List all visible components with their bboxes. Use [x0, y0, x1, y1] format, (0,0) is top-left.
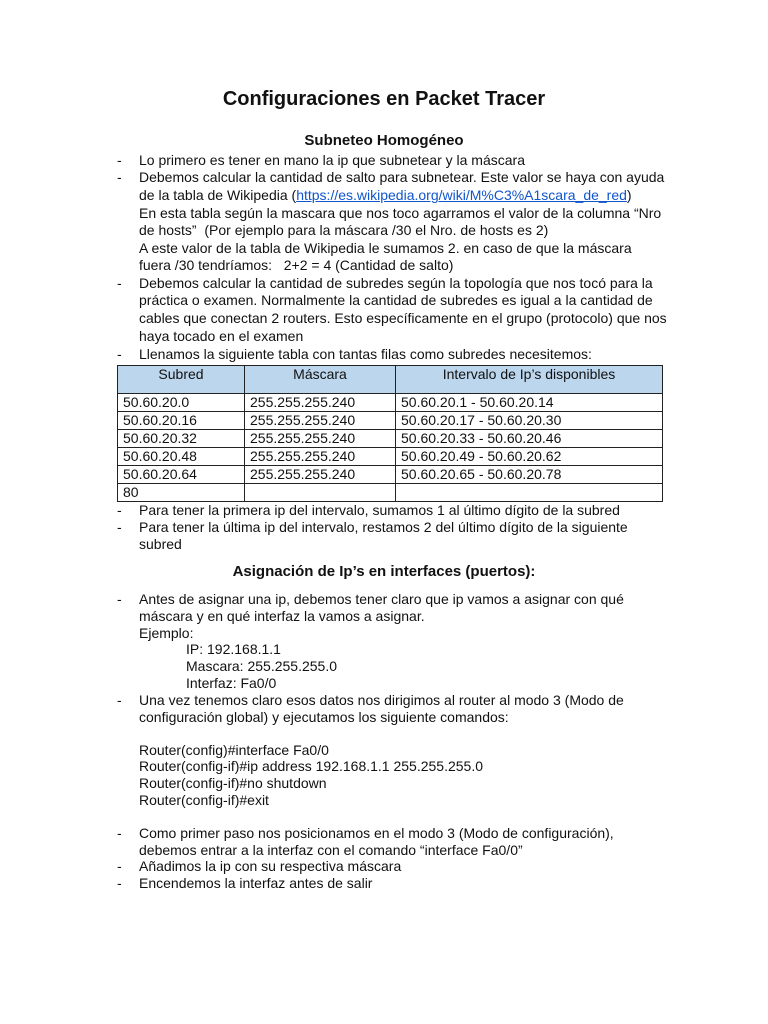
- cell: 255.255.255.240: [245, 412, 396, 430]
- text-line: Una vez tenemos claro esos datos nos dirigimos al router al modo 3 (Modo de: [139, 692, 624, 708]
- cell: 50.60.20.65 - 50.60.20.78: [396, 466, 663, 484]
- bullet-dash: -: [117, 858, 122, 874]
- section-heading-subneteo: Subneteo Homogéneo: [304, 132, 464, 149]
- example-interface: Interfaz: Fa0/0: [186, 675, 277, 691]
- cell: 50.60.20.64: [118, 466, 245, 484]
- text-line: máscara y en qué interfaz la vamos a asignar.: [139, 608, 425, 624]
- text-line: práctica o examen. Normalmente la cantidad de subredes es igual a la cantidad de: [139, 292, 653, 308]
- table-row: [118, 412, 663, 430]
- command-line: Router(config-if)#no shutdown: [139, 775, 327, 791]
- text-line: Para tener la primera ip del intervalo, sumamos 1 al último dígito de la subred: [139, 502, 620, 518]
- cell: 50.60.20.32: [118, 430, 245, 448]
- cell: 50.60.20.0: [118, 394, 245, 412]
- text-line: Ejemplo:: [139, 625, 194, 641]
- bullet-dash: -: [117, 275, 122, 291]
- text-line: Antes de asignar una ip, debemos tener claro que ip vamos a asignar con qué: [139, 591, 624, 607]
- bullet-dash: -: [117, 152, 122, 168]
- cell: 50.60.20.48: [118, 448, 245, 466]
- cell: [245, 484, 396, 502]
- command-line: Router(config-if)#exit: [139, 792, 269, 808]
- text-line: cables que conectan 2 routers. Esto específicamente en el grupo (protocolo) que nos: [139, 310, 667, 326]
- bullet-dash: -: [117, 591, 122, 607]
- table-row: [118, 430, 663, 448]
- text-line: fuera /30 tendríamos: 2+2 = 4 (Cantidad de salto): [139, 257, 454, 273]
- bullet-dash: -: [117, 825, 122, 841]
- cell: 255.255.255.240: [245, 466, 396, 484]
- text-line: Llenamos la siguiente tabla con tantas filas como subredes necesitemos:: [139, 346, 592, 362]
- text-line: de hosts” (Por ejemplo para la máscara /30 el Nro. de hosts es 2): [139, 222, 549, 238]
- text-line: Como primer paso nos posicionamos en el modo 3 (Modo de configuración),: [139, 825, 614, 841]
- table-row: [118, 394, 663, 412]
- text-line: Para tener la última ip del intervalo, restamos 2 del último dígito de la siguiente: [139, 519, 628, 535]
- header-mascara: Máscara: [245, 366, 396, 394]
- section-heading-asignacion: Asignación de Ip’s en interfaces (puertos):: [232, 563, 536, 580]
- table-row: [118, 484, 663, 502]
- header-subred: Subred: [118, 366, 245, 394]
- table-row: [118, 448, 663, 466]
- text-line: [139, 187, 632, 204]
- cell: 255.255.255.240: [245, 394, 396, 412]
- command-line: Router(config-if)#ip address 192.168.1.1 255.255.255.0: [139, 758, 484, 774]
- cell: 50.60.20.1 - 50.60.20.14: [396, 394, 663, 412]
- text-line: subred: [139, 536, 182, 552]
- text-line: Añadimos la ip con su respectiva máscara: [139, 858, 402, 874]
- text-line: Debemos calcular la cantidad de subredes según la topología que nos tocó para la: [139, 275, 653, 291]
- text-fragment: ): [626, 187, 632, 203]
- document-title: Configuraciones en Packet Tracer: [222, 88, 546, 110]
- text-line: A este valor de la tabla de Wikipedia le sumamos 2. en caso de que la máscara: [139, 240, 632, 256]
- text-line: Encendemos la interfaz antes de salir: [139, 875, 373, 891]
- wikipedia-link[interactable]: https://es.wikipedia.org/wiki/M%C3%A1scara_de_red: [296, 187, 627, 203]
- table-row: [118, 466, 663, 484]
- text-fragment: de la tabla de Wikipedia (: [139, 187, 297, 203]
- bullet-dash: -: [117, 875, 122, 891]
- text-line: Lo primero es tener en mano la ip que subnetear y la máscara: [139, 152, 525, 168]
- command-line: Router(config)#interface Fa0/0: [139, 742, 329, 758]
- bullet-dash: -: [117, 169, 122, 185]
- cell: [396, 484, 663, 502]
- table-header-row: [118, 366, 663, 394]
- text-line: debemos entrar a la interfaz con el comando “interface Fa0/0”: [139, 842, 523, 858]
- cell: 255.255.255.240: [245, 448, 396, 466]
- header-intervalo: Intervalo de Ip’s disponibles: [396, 366, 663, 394]
- text-line: Debemos calcular la cantidad de salto para subnetear. Este valor se haya con ayuda: [139, 169, 665, 185]
- cell: 50.60.20.49 - 50.60.20.62: [396, 448, 663, 466]
- cell: 80: [118, 484, 245, 502]
- cell: 255.255.255.240: [245, 430, 396, 448]
- example-ip: IP: 192.168.1.1: [186, 641, 281, 657]
- example-mask: Mascara: 255.255.255.0: [186, 658, 337, 674]
- subnet-table: [117, 365, 663, 502]
- cell: 50.60.20.17 - 50.60.20.30: [396, 412, 663, 430]
- bullet-dash: -: [117, 346, 122, 362]
- bullet-dash: -: [117, 519, 122, 535]
- text-line: haya tocado en el examen: [139, 328, 304, 344]
- bullet-dash: -: [117, 692, 122, 708]
- text-line: En esta tabla según la mascara que nos toco agarramos el valor de la columna “Nro: [139, 205, 662, 221]
- cell: 50.60.20.33 - 50.60.20.46: [396, 430, 663, 448]
- cell: 50.60.20.16: [118, 412, 245, 430]
- text-line: configuración global) y ejecutamos los siguiente comandos:: [139, 709, 509, 725]
- bullet-dash: -: [117, 502, 122, 518]
